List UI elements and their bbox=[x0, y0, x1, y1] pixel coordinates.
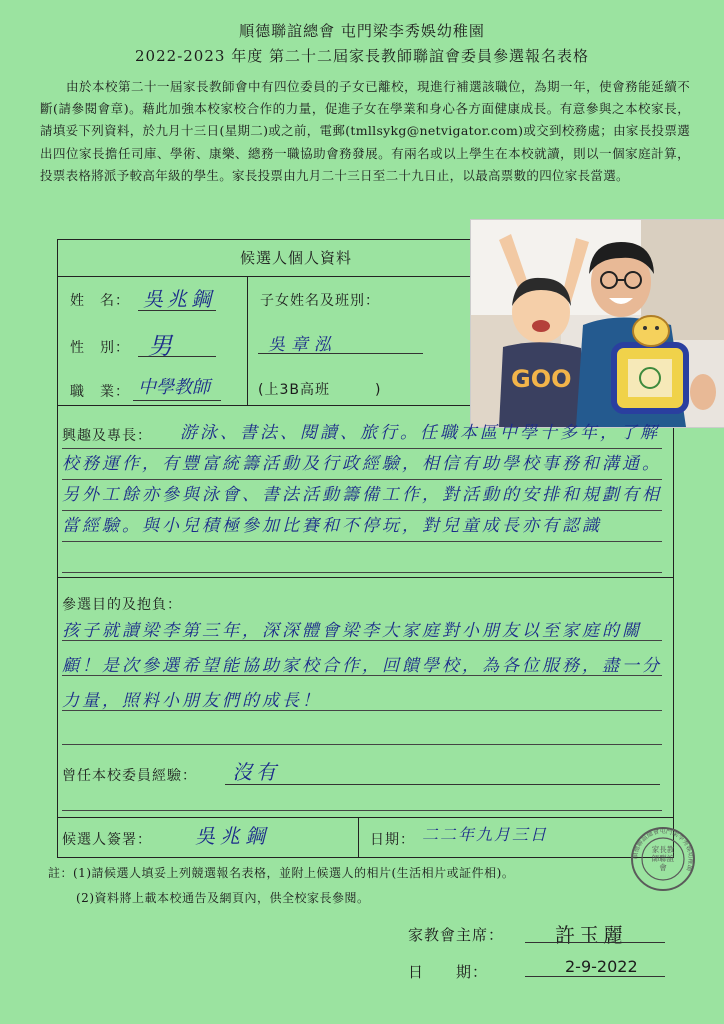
name-label: 姓 名： bbox=[70, 293, 130, 309]
note-1: 註：(1)請候選人填妥上列競選報名表格，並附上候選人的相片(生活相片或証件相)。 bbox=[48, 866, 515, 880]
school-title: 順德聯誼總會 屯門梁李秀娛幼稚園 bbox=[239, 22, 485, 40]
note-2: (2)資料將上載本校通告及網頁內，供全校家長參閱。 bbox=[76, 891, 370, 905]
interests-label: 興趣及專長： bbox=[62, 428, 152, 444]
intro-paragraph: 由於本校第二十一屆家長教師會中有四位委員的子女已離校，現進行補選該職位，為期一年，使會務能延續不斷(請參閱會章)。藉此加強本校家校合作的力量，促進子女在學業和身心各方面健康成長。有意參與之本校家長，請填妥下列資料，於九月十三日(星期二)或之前，電郵(tmllsykg@netvigator.com)或交到校務處；由家長投票選出四位家長擔任司庫、學術、康樂、總務一職協助會務發展。有兩名或以上學生在本校就讀，則以一個家庭計算，投票表格將派予較高年級的學生。家長投票由九月二十三日至二十九日止，以最高票數的四位家長當選。 bbox=[40, 79, 690, 183]
child-name-value: 吳章泓 bbox=[268, 335, 337, 355]
child-class: (上3B高班 ) bbox=[258, 382, 382, 398]
date-value: 二二年九月三日 bbox=[422, 825, 549, 844]
experience-value: 沒有 bbox=[232, 760, 280, 784]
date-label: 日期： bbox=[370, 832, 415, 848]
job-value: 中學教師 bbox=[138, 377, 210, 398]
interests-text: 游泳、書法、閱讀、旅行。任職本區中學十多年，了解校務運作，有豐富統籌活動及行政經驗，相信有助學校事務和溝通。另外工餘亦參與泳會、書法活動籌備工作，對活動的安排和規劃有相當經驗。與小兒積極參加比賽和不停玩，對兒童成長亦有認識 bbox=[62, 423, 662, 536]
gender-label: 性 別： bbox=[70, 340, 130, 356]
name-value: 吳兆鋼 bbox=[143, 287, 215, 311]
footer-date-label: 日 期： bbox=[408, 963, 489, 981]
chair-value: 許玉麗 bbox=[555, 923, 627, 947]
chair-label: 家教會主席： bbox=[408, 926, 505, 944]
stamp-inner-text: 家長教師聯誼會 bbox=[651, 845, 675, 872]
candidate-photo bbox=[470, 219, 724, 428]
signature-label: 候選人簽署： bbox=[62, 832, 152, 848]
goals-text: 孩子就讀梁李第三年，深深體會梁李大家庭對小朋友以至家庭的關顧！是次參選希望能協助家校合作，回饋學校，為各位服務，盡一分力量，照料小朋友們的成長！ bbox=[62, 621, 662, 711]
signature-value: 吳兆鋼 bbox=[195, 824, 270, 848]
gender-value: 男 bbox=[148, 332, 172, 360]
section-title: 候選人個人資料 bbox=[240, 249, 353, 267]
goals-label: 參選目的及抱負： bbox=[62, 597, 182, 613]
photo-illustration bbox=[471, 220, 724, 427]
form-title: 2022-2023 年度 第二十二屆家長教師聯誼會委員參選報名表格 bbox=[135, 47, 589, 65]
child-label: 子女姓名及班別： bbox=[260, 293, 380, 309]
experience-label: 曾任本校委員經驗： bbox=[62, 768, 197, 784]
association-stamp bbox=[630, 826, 696, 892]
shirt-text: GOO bbox=[511, 365, 572, 393]
job-label: 職 業： bbox=[70, 384, 130, 400]
footer-date-value: 2-9-2022 bbox=[565, 957, 638, 976]
svg-text:順德聯誼總會屯門梁李秀娛幼稚園: 順德聯誼總會屯門梁李秀娛幼稚園 bbox=[631, 827, 695, 872]
